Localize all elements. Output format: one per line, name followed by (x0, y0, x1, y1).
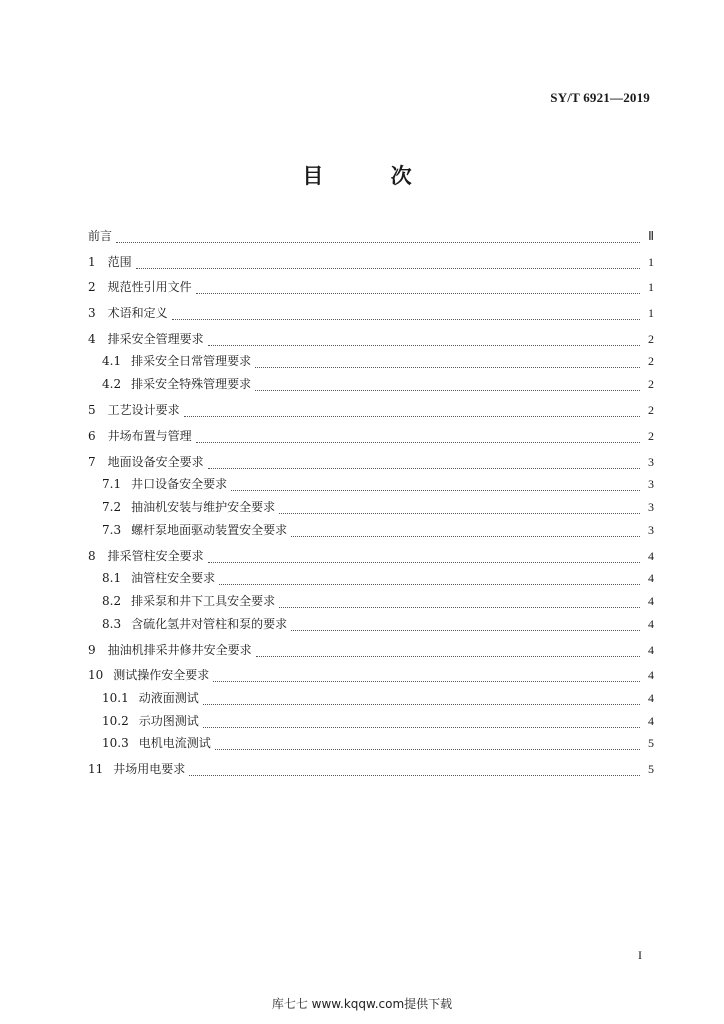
toc-entry-page: 5 (648, 762, 654, 777)
toc-dot-leader (172, 318, 640, 320)
toc-entry[interactable] (88, 688, 654, 708)
toc-entry-page: 4 (648, 713, 654, 728)
toc-entry[interactable] (88, 252, 654, 272)
toc-entry-page: 2 (648, 354, 654, 369)
toc-entry-number: 9 (88, 642, 96, 657)
toc-dot-leader (213, 680, 640, 682)
toc-entry[interactable] (88, 568, 654, 588)
toc-entry-page: 2 (648, 377, 654, 392)
page-title: 目 次 (302, 164, 442, 188)
toc-entry-title: 井场用电要求 (113, 762, 186, 777)
toc-entry-page: 1 (648, 306, 654, 321)
toc-dot-leader (255, 366, 640, 368)
toc-entry-title: 排采安全日常管理要求 (131, 354, 252, 369)
toc-entry-page: 4 (648, 616, 654, 631)
toc-entry-number: 8.1 (102, 571, 122, 586)
toc-entry-number: 7.1 (102, 477, 122, 492)
toc-entry-number: 4.1 (102, 354, 122, 369)
toc-entry-title: 示功图测试 (138, 713, 199, 728)
toc-entry-number: 7 (88, 454, 96, 469)
page-number: I (638, 948, 642, 962)
toc-dot-leader (189, 774, 640, 776)
table-of-contents (88, 226, 654, 779)
toc-entry[interactable] (88, 665, 654, 685)
toc-entry-page: 4 (648, 548, 654, 563)
toc-entry-page: 2 (648, 403, 654, 418)
toc-entry[interactable] (88, 277, 654, 297)
toc-entry[interactable] (88, 546, 654, 566)
toc-entry-number: 5 (88, 403, 96, 418)
toc-entry-title: 井口设备安全要求 (131, 477, 228, 492)
toc-entry[interactable] (88, 711, 654, 731)
toc-entry-title: 排采安全特殊管理要求 (131, 377, 252, 392)
toc-dot-leader (279, 606, 640, 608)
toc-dot-leader (203, 726, 640, 728)
toc-dot-leader (208, 561, 640, 563)
toc-entry-number: 8.2 (102, 593, 122, 608)
toc-entry-title: 抽油机安装与维护安全要求 (131, 499, 276, 514)
toc-dot-leader (279, 512, 640, 514)
toc-entry-page: 2 (648, 428, 654, 443)
toc-dot-leader (219, 583, 640, 585)
toc-entry-page: 4 (648, 642, 654, 657)
toc-entry-title: 地面设备安全要求 (107, 454, 204, 469)
toc-dot-leader (184, 415, 640, 417)
toc-entry[interactable] (88, 591, 654, 611)
toc-dot-leader (196, 292, 640, 294)
toc-dot-leader (215, 748, 640, 750)
toc-entry-title: 井场布置与管理 (107, 428, 192, 443)
toc-entry-title: 范围 (107, 254, 132, 269)
toc-entry-page: 4 (648, 691, 654, 705)
toc-entry-page: 3 (648, 454, 654, 469)
toc-entry-title: 工艺设计要求 (107, 403, 180, 418)
toc-entry-number: 10.3 (102, 736, 129, 751)
toc-entry[interactable] (88, 452, 654, 472)
toc-dot-leader (203, 703, 640, 705)
toc-entry[interactable] (88, 351, 654, 371)
toc-entry-title: 动液面测试 (138, 691, 199, 705)
toc-entry-number: 8 (88, 548, 96, 563)
toc-dot-leader (208, 344, 640, 346)
toc-entry-page: 3 (648, 477, 654, 492)
toc-entry[interactable] (88, 226, 654, 246)
toc-entry[interactable] (88, 426, 654, 446)
toc-entry-number: 11 (88, 762, 104, 777)
toc-entry-number: 3 (88, 306, 96, 321)
toc-entry[interactable] (88, 303, 654, 323)
toc-entry-title: 抽油机排采井修井安全要求 (107, 642, 252, 657)
toc-dot-leader (116, 241, 640, 243)
toc-entry-number: 7.2 (102, 499, 122, 514)
toc-entry[interactable] (88, 400, 654, 420)
toc-entry[interactable] (88, 733, 654, 753)
toc-entry-number: 2 (88, 280, 96, 295)
toc-entry-title: 电机电流测试 (138, 736, 211, 751)
toc-dot-leader (136, 267, 640, 269)
toc-entry-number: 4 (88, 331, 96, 346)
toc-entry[interactable] (88, 497, 654, 517)
toc-entry-number: 8.3 (102, 616, 122, 631)
toc-entry-page: 4 (648, 571, 654, 586)
toc-entry-number: 10.1 (102, 691, 129, 705)
toc-entry[interactable] (88, 374, 654, 394)
toc-entry-title: 排采安全管理要求 (107, 331, 204, 346)
toc-entry-title: 前言 (88, 229, 113, 243)
toc-entry-title: 螺杆泵地面驱动装置安全要求 (131, 522, 288, 537)
toc-entry-number: 10.2 (102, 713, 129, 728)
toc-entry-title: 测试操作安全要求 (113, 668, 210, 683)
toc-entry[interactable] (88, 520, 654, 540)
toc-entry[interactable] (88, 614, 654, 634)
toc-entry-title: 规范性引用文件 (107, 280, 192, 295)
toc-dot-leader (291, 535, 640, 537)
toc-entry-title: 含硫化氢井对管柱和泵的要求 (131, 616, 288, 631)
toc-entry-number: 6 (88, 428, 96, 443)
toc-entry-page: 2 (648, 331, 654, 346)
toc-dot-leader (196, 441, 640, 443)
toc-entry-page: 1 (648, 254, 654, 269)
toc-dot-leader (231, 489, 640, 491)
toc-entry[interactable] (88, 329, 654, 349)
toc-entry-number: 10 (88, 668, 104, 683)
toc-entry-page: Ⅱ (648, 229, 654, 243)
toc-entry-page: 4 (648, 593, 654, 608)
toc-dot-leader (291, 629, 640, 631)
toc-entry-page: 4 (648, 668, 654, 683)
toc-entry-number: 7.3 (102, 522, 122, 537)
toc-dot-leader (208, 467, 640, 469)
toc-entry-page: 1 (648, 280, 654, 295)
toc-entry-title: 排采泵和井下工具安全要求 (131, 593, 276, 608)
document-code: SY/T 6921—2019 (550, 90, 650, 105)
toc-entry-page: 3 (648, 499, 654, 514)
toc-entry[interactable] (88, 640, 654, 660)
toc-entry-title: 油管柱安全要求 (131, 571, 216, 586)
toc-dot-leader (256, 655, 640, 657)
toc-entry-page: 5 (648, 736, 654, 751)
download-watermark: 库七七 www.kqqw.com提供下载 (271, 997, 453, 1011)
toc-entry-title: 术语和定义 (107, 306, 168, 321)
toc-dot-leader (255, 389, 640, 391)
toc-entry-title: 排采管柱安全要求 (107, 548, 204, 563)
toc-entry[interactable] (88, 759, 654, 779)
toc-entry-number: 1 (88, 254, 96, 269)
toc-entry[interactable] (88, 474, 654, 494)
toc-entry-page: 3 (648, 522, 654, 537)
toc-entry-number: 4.2 (102, 377, 122, 392)
